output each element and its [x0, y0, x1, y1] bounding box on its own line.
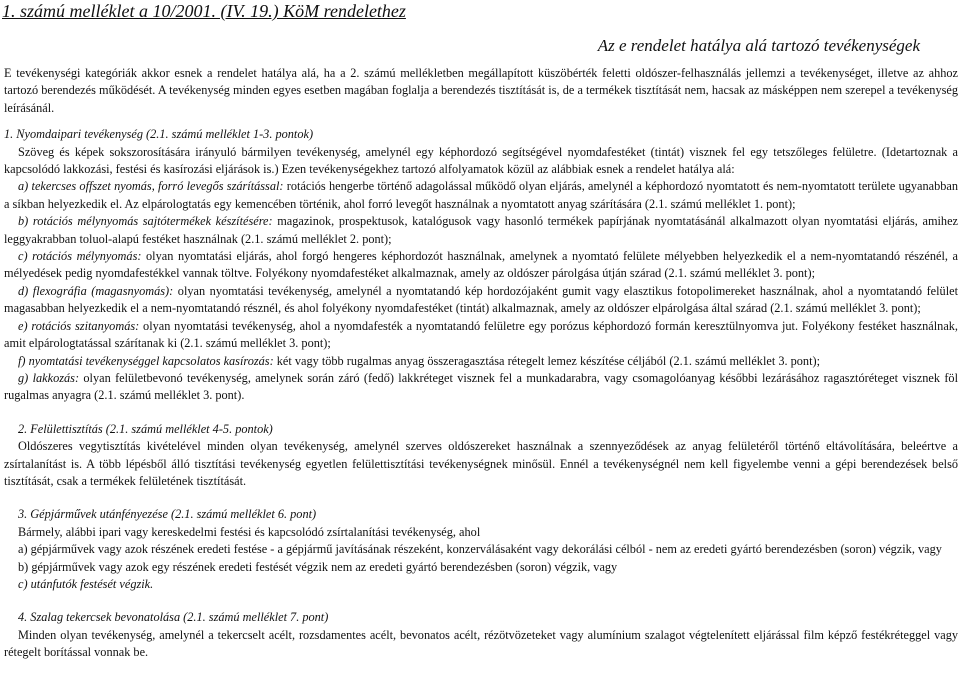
- section-3-heading: 3. Gépjárművek utánfényezése (2.1. számú melléklet 6. pont): [18, 507, 317, 522]
- section-1-description: Szöveg és képek sokszorosítására irányuló bármilyen tevékenység, amelynél egy képhordozó segítségével nyomdafestéket (tintát) visznek fel egy tetszőleges felületre. (Idetartoznak a kapcsolódó lakkozási, festési és kasírozási eljárások is.) Ezen tevékenységekhez tartozó alfolyamatok közül az alábbiak esnek a rendelet hatálya alá:: [4, 144, 958, 177]
- item-f-text: két vagy több rugalmas anyag összeragasztása rétegelt lemez készítése céljából (2.1. számú melléklet 3. pont);: [273, 353, 820, 368]
- section-1-item-c: [4, 248, 958, 283]
- item-b-term: b) rotációs mélynyomás sajtótermékek készítésére:: [18, 214, 273, 229]
- document-body: [4, 65, 958, 662]
- section-3-item-a: a) gépjárművek vagy azok részének eredeti festése - a gépjármű javításának részeként, konzerválásaként vagy dekorálási célból - nem az eredeti gyártó berendezésben (soron) végzik, vagy: [18, 542, 942, 557]
- section-1-item-f: [4, 353, 958, 370]
- item-b-text: magazinok, prospektusok, katalógusok vagy hasonló termékek papírjának nyomtatásánál alkalmazott olyan nyomtatási eljárás, amihez leggyakrabban toluol-alapú festéket használnak (2.1. számú melléklet 2. pont);: [4, 214, 958, 246]
- item-g-term: g) lakkozás:: [18, 370, 80, 385]
- item-e-term: e) rotációs szitanyomás:: [18, 318, 140, 333]
- spacer: [4, 593, 958, 609]
- document-title: 1. számú melléklet a 10/2001. (IV. 19.) KöM rendelethez: [2, 1, 406, 21]
- section-3-lead: Bármely, alábbi ipari vagy kereskedelmi festési és kapcsolódó zsírtalanítási tevékenység, ahol: [18, 524, 481, 539]
- section-2-text: Oldószeres vegytisztítás kivételével minden olyan tevékenység, amelynél szerves oldószereket használnak a szennyeződések az anyag felületéről történő eltávolítására, beleértve a zsírtalanítást is. A több lépésből álló tisztítási tevékenység egyetlen felülettisztítási tevékenységnek minősül. Ennél a tevékenységnél nem kell figyelembe venni a gépi berendezések belső tisztítását, csak a termékek felületének tisztítását.: [4, 439, 958, 488]
- intro-text-1: E tevékenységi kategóriák akkor esnek a rendelet hatálya alá, ha a 2. számú mellékletben megállapított küszöbérték feletti oldószer-felhasználás jellemzi a tevékenységet, illetve az ahhoz tartozó berendezés működését.: [4, 66, 958, 98]
- intro-text-2: A tevékenység minden egyes esetben magában foglalja a berendezés tisztítását is, de a termékek tisztítását nem, hacsak az másképpen nem szerepel a tevékenység leírásánál.: [4, 83, 958, 115]
- item-a-text: rotációs hengerbe történő adagolással működő olyan eljárás, amelynél a képhordozó nyomtatott és nem-nyomtatott területe ugyanabban a síkban helyezkedik el. Az elpárologtatás egy kemencében történik, ahol forró levegőt használnak a nyomtatott anyag szárítására (2.1. számú melléklet 1. pont);: [4, 179, 958, 211]
- section-2-heading: 2. Felülettisztítás (2.1. számú melléklet 4-5. pontok): [18, 421, 273, 436]
- item-d-term: d) flexográfia (magasnyomás):: [18, 283, 174, 298]
- item-g-text: olyan felületbevonó tevékenység, amelynek során záró (fedő) lakkréteget visznek fel a munkadarabra, vagy csomagolóanyag későbbi lezárásához ragasztóréteget visznek föl rugalmas anyagra (2.1. számú melléklet 3. pont).: [4, 370, 958, 403]
- spacer: [4, 405, 958, 421]
- section-1-item-b: [4, 213, 958, 248]
- section-4-text: Minden olyan tevékenység, amelynél a tekercselt acélt, rozsdamentes acélt, bevonatos acélt, rézötvözeteket vagy alumínium szalagot végtelenített eljárással film képző festékréteggel vagy rétegelt borítással vonnak be.: [4, 627, 958, 660]
- item-a-term: a) tekercses offszet nyomás, forró levegős szárítással:: [18, 179, 284, 194]
- document-subtitle: Az e rendelet hatálya alá tartozó tevékenységek: [597, 36, 920, 55]
- item-e-text: olyan nyomtatási tevékenység, ahol a nyomdafesték a nyomtatandó felületre egy porózus képhordozó formán keresztülnyomva jut. Folyékony festéket használnak, amit elpárologtatással szárítanak ki (2.1. számú melléklet 3. pont);: [4, 318, 958, 351]
- spacer: [4, 490, 958, 506]
- section-4-heading: 4. Szalag tekercsek bevonatolása (2.1. számú melléklet 7. pont): [18, 610, 329, 625]
- section-3-item-b: b) gépjárművek vagy azok egy részének eredeti festését végzik nem az eredeti gyártó berendezésben (soron) végzik, vagy: [18, 559, 618, 574]
- section-1-item-g: [4, 370, 958, 405]
- section-1-item-e: [4, 318, 958, 353]
- section-1-heading: 1. Nyomdaipari tevékenység (2.1. számú melléklet 1-3. pontok): [4, 127, 314, 142]
- item-c-term: c) rotációs mélynyomás:: [18, 249, 142, 264]
- section-3-item-c: c) utánfutók festését végzik.: [18, 576, 154, 591]
- section-1-item-a: [4, 178, 958, 213]
- section-1-item-d: [4, 283, 958, 318]
- spacer: [4, 117, 958, 126]
- intro-paragraph: [4, 65, 958, 117]
- item-c-text: olyan nyomtatási eljárás, ahol forgó hengeres képhordozót használnak, amelynek a nyomtató felülete mélyebben helyezkedik el a nem-nyomtatandó részénél, a mélyedések pedig nyomdafestékkel vannak töltve. Folyékony nyomdafestéket alkalmaznak, amely az oldószer párolgása útján szárad (2.1. számú melléklet 3. pont);: [4, 249, 958, 281]
- item-f-term: f) nyomtatási tevékenységgel kapcsolatos kasírozás:: [18, 353, 274, 368]
- item-d-text: olyan nyomtatási tevékenység, amelynél a nyomtatandó kép hordozójaként gumit vagy elasztikus fotopolimereket használnak, ahol a nyomtatandó felület magasabban helyezkedik el a nem-nyomtatandó résznél, és ahol folyékony nyomdafestéket (tintát) alkalmaznak, amely az oldószer elpárolgása által szárad (2.1. számú melléklet 3. pont);: [4, 283, 958, 316]
